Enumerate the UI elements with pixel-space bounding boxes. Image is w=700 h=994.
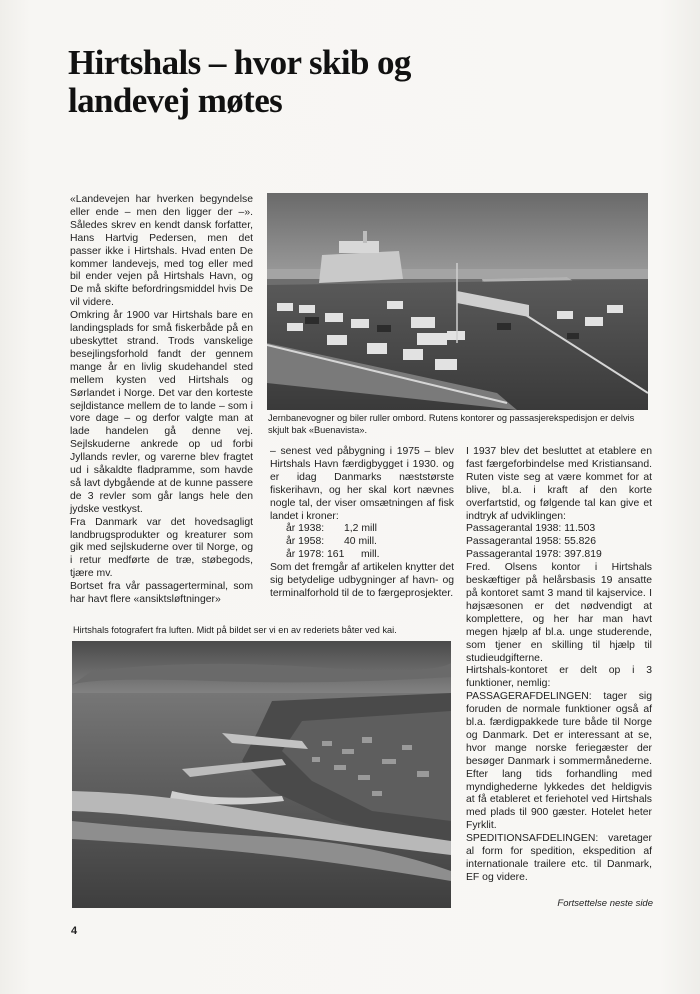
- stat-year: år 1958:: [286, 536, 325, 548]
- stat-amount: 1,2 mill: [344, 523, 377, 535]
- stat-row: [286, 523, 454, 536]
- stat-year: år 1978: 161: [286, 549, 345, 561]
- stat-row: [286, 549, 454, 562]
- passenger-stat: Passagerantal 1978: 397.819: [466, 549, 602, 561]
- stat-amount: mill.: [361, 549, 380, 561]
- continued-notice: Fortsettelse neste side: [557, 898, 653, 909]
- article-column-3: [466, 446, 652, 885]
- stat-amount: 40 mill.: [344, 536, 377, 548]
- page-number: 4: [71, 925, 78, 937]
- paragraph: I 1937 blev det besluttet at etablere en fast færgeforbindelse med Kristiansand. Ruten viste seg at være kommet for at blive, bl.a. i kraft af den korte overfartstid, og følgende tal kan give et indtryk af udviklingen:: [466, 446, 652, 522]
- aerial-photo-caption: Hirtshals fotografert fra luften. Midt på bildet ser vi en av rederiets båter ved kai.: [73, 625, 397, 635]
- ferry-photo-caption: Jernbanevogner og biler ruller ombord. Rutens kontorer og passasjerekspedisjon er delvis skjult bak «Buenavista».: [268, 413, 635, 435]
- article-column-2: [270, 446, 454, 601]
- passenger-stat: Passagerantal 1938: 11.503: [466, 523, 596, 535]
- paragraph: Omkring år 1900 var Hirtshals bare en landingsplads for små fiskerbåde på en ubeskyttet strand. Trods vanskelige besejlingsforhold fandt der gennem mange år en livlig skudehandel sted mellem kysten ved Hirtshals og Sørlandet i Norge. Det var den korteste sejldistance mellem de to lande – som i vore dage – og derfor valgte man at lade handelen gå denne vej. Sejlskuderne ankrede op ud forbi Jyllands revler, og varerne blev fragtet ud i såkaldte fladpramme, som havde så lavt dybgående at de kunne passere de 3 revler som går langs hele den jydske vestkyst.: [70, 310, 253, 515]
- ferry-harbour-photo: [267, 193, 648, 410]
- paragraph: PASSAGERAFDELINGEN: tager sig foruden de normale funktioner også af bl.a. færdigpakkede ture både til Norge og Danmark. Det er interessant at se, hvor mange norske feriegæster der besøger Danmark i sommermånederne. Efter lang tids forhandling med myndighederne lykkedes det heldigvis at få etableret et feriehotel ved Hirtshals med plads til 900 gæster. Hotelet heter Fyrklit.: [466, 691, 652, 832]
- paragraph: Bortset fra vår passagerterminal, som har havt flere «ansiktsløftninger»: [70, 581, 253, 606]
- paragraph: SPEDITIONSAFDELINGEN: varetager al form for spedition, ekspedition af internationale trailere etc. til Danmark, EF og videre.: [466, 833, 652, 883]
- paragraph: Fred. Olsens kontor i Hirtshals beskæftiger på helårsbasis 19 ansatte på kontoret samt 3 mand til kajservice. I højsæsonen er det nødvendigt at komplettere, og her har man havt megen hjælp af bl.a. unge studerende, som tjener en skilling til hjælp til studieudgifterne.: [466, 562, 652, 664]
- paragraph: Fra Danmark var det hovedsagligt landbrugsprodukter og kreaturer som gik med sejlskuderne over til Norge, og i retur medførte de træ, støbegods, tjære mv.: [70, 516, 253, 580]
- title-line-2: landevej møtes: [68, 81, 283, 120]
- stat-row: [286, 536, 454, 549]
- paragraph: «Landevejen har hverken begyndelse eller ende – men den ligger der –». Således skrev en kendt dansk forfatter, Hans Hartvig Pedersen, men det passer ikke i Hirtshals. Hvad enten De kommer landevejs, med tog eller med bil ender vejen på Hirtshals Havn, og De må skifte befordringsmiddel hvis De vil videre.: [70, 194, 253, 309]
- stat-year: år 1938:: [286, 523, 325, 535]
- passenger-stat: Passagerantal 1958: 55.826: [466, 536, 596, 548]
- paragraph: Som det fremgår af artikelen knytter det sig betydelige udbygninger af havn- og terminalforhold til de to færgeprosjekter.: [270, 562, 454, 599]
- title-line-1: Hirtshals – hvor skib og: [68, 43, 411, 82]
- article-column-1: [70, 194, 253, 607]
- fish-turnover-list: [270, 523, 454, 562]
- paragraph: Hirtshals-kontoret er delt op i 3 funktioner, nemlig:: [466, 665, 652, 690]
- aerial-harbour-photo: [72, 641, 451, 908]
- article-title: [68, 44, 518, 120]
- paragraph: – senest ved påbygning i 1975 – blev Hirtshals Havn færdigbygget i 1930. og er idag Danmarks næststørste fiskerihavn, og her skal kort nævnes nogle tal, der viser omsætningen af fisk landet i kroner:: [270, 446, 454, 522]
